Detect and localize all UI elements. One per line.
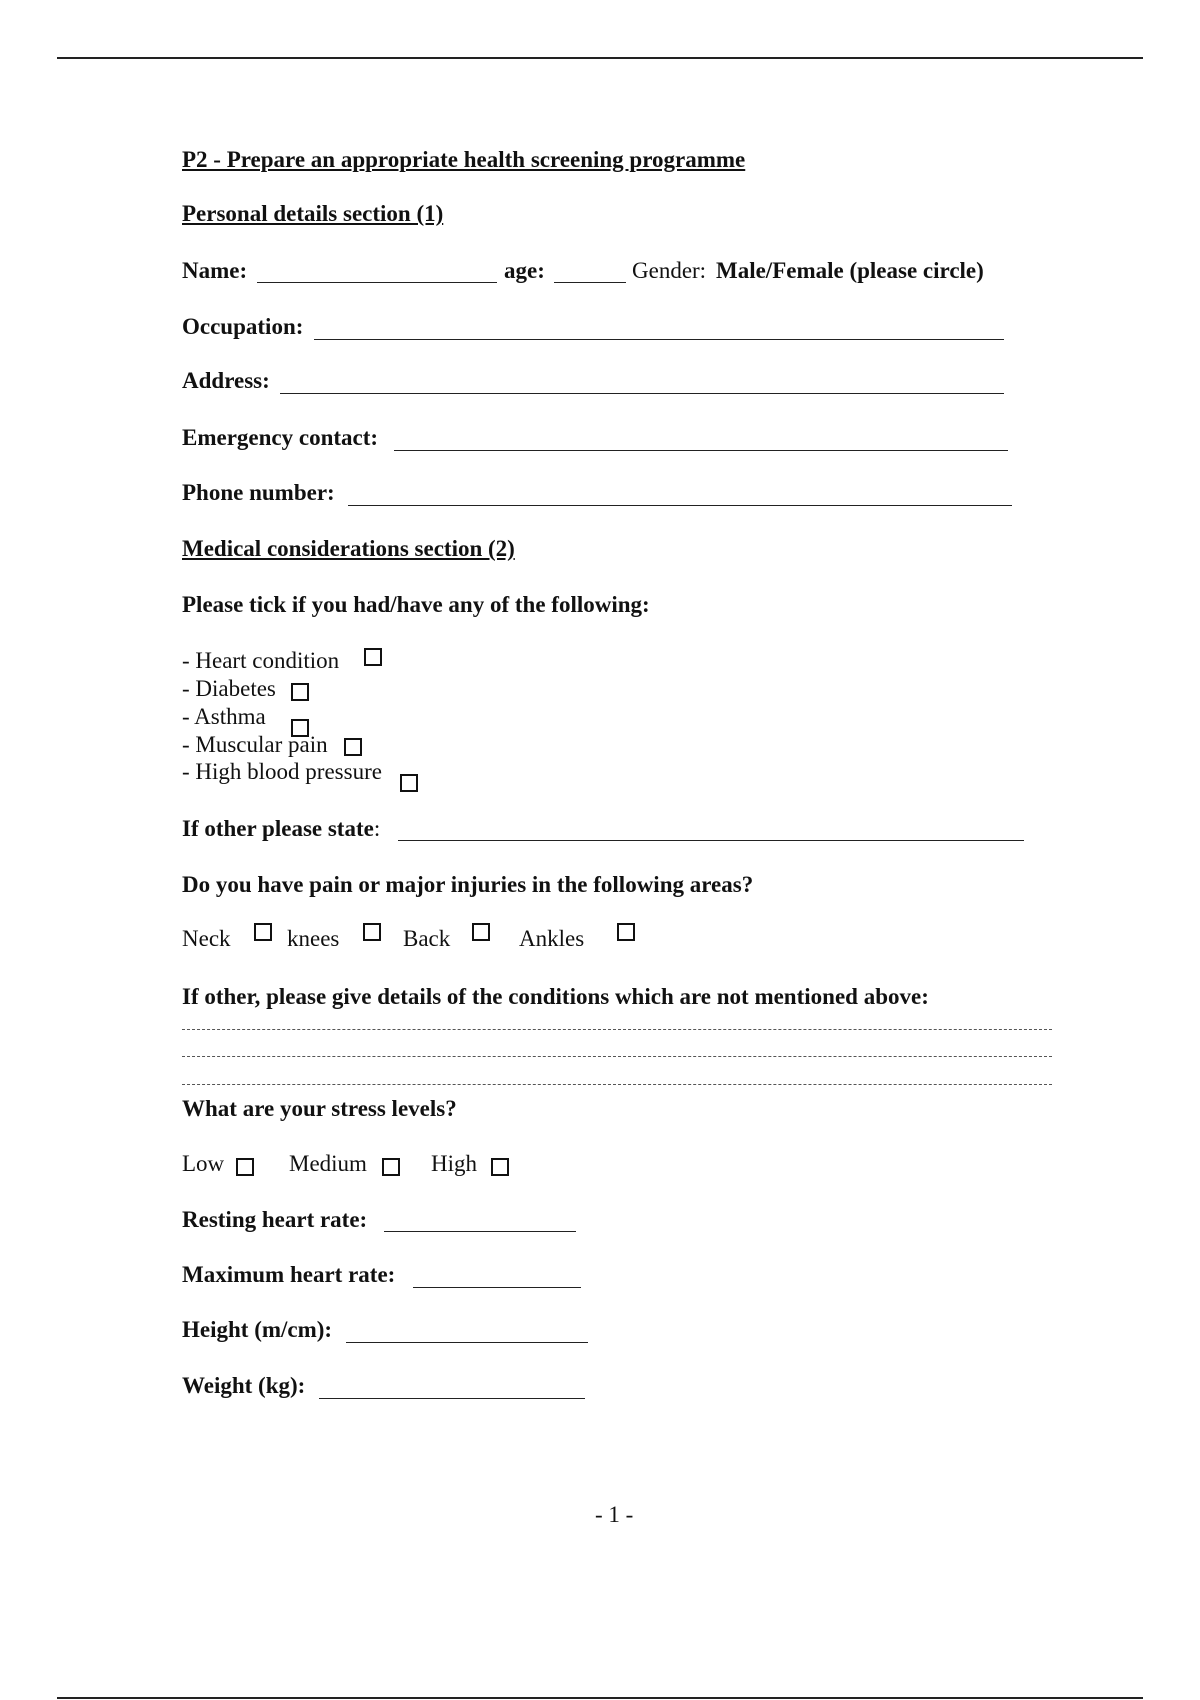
age-field[interactable] — [554, 282, 626, 283]
high-blood-pressure-checkbox[interactable] — [400, 774, 418, 792]
condition-asthma: - Asthma — [182, 704, 266, 729]
emergency-contact-field[interactable] — [394, 450, 1008, 451]
other-condition-label-text: If other please state — [182, 816, 374, 841]
stress-question: What are your stress levels? — [182, 1096, 457, 1121]
occupation-label: Occupation: — [182, 314, 304, 339]
area-neck-label: Neck — [182, 926, 231, 951]
knees-checkbox[interactable] — [363, 923, 381, 941]
resting-heart-rate-field[interactable] — [384, 1231, 576, 1232]
ankles-checkbox[interactable] — [617, 923, 635, 941]
page-title: P2 - Prepare an appropriate health screening programme — [182, 147, 746, 172]
bottom-rule — [57, 1697, 1143, 1699]
condition-diabetes: - Diabetes — [182, 676, 276, 701]
occupation-field[interactable] — [314, 339, 1004, 340]
area-back-label: Back — [403, 926, 451, 951]
other-condition-label — [182, 816, 380, 842]
other-condition-colon: : — [373, 816, 381, 841]
condition-high-blood-pressure: - High blood pressure — [182, 759, 382, 784]
medical-section-heading: Medical considerations section (2) — [182, 536, 515, 561]
other-condition-field[interactable] — [398, 840, 1024, 841]
weight-field[interactable] — [319, 1398, 585, 1399]
height-label: Height (m/cm): — [182, 1317, 333, 1342]
stress-high-checkbox[interactable] — [491, 1158, 509, 1176]
pain-question: Do you have pain or major injuries in the following areas? — [182, 872, 754, 897]
stress-high-label: High — [431, 1151, 477, 1176]
gender-label: Gender: — [632, 258, 707, 283]
name-label: Name: — [182, 258, 248, 283]
maximum-heart-rate-label: Maximum heart rate: — [182, 1262, 396, 1287]
heart-condition-checkbox[interactable] — [364, 648, 382, 666]
stress-medium-label: Medium — [289, 1151, 367, 1176]
stress-low-checkbox[interactable] — [236, 1158, 254, 1176]
stress-low-label: Low — [182, 1151, 225, 1176]
resting-heart-rate-label: Resting heart rate: — [182, 1207, 368, 1232]
name-field[interactable] — [257, 282, 497, 283]
phone-number-label: Phone number: — [182, 480, 335, 505]
muscular-pain-checkbox[interactable] — [344, 738, 362, 756]
other-details-prompt: If other, please give details of the conditions which are not mentioned above: — [182, 984, 929, 1009]
maximum-heart-rate-field[interactable] — [413, 1287, 581, 1288]
back-checkbox[interactable] — [472, 923, 490, 941]
stress-medium-checkbox[interactable] — [382, 1158, 400, 1176]
address-field[interactable] — [280, 393, 1004, 394]
height-field[interactable] — [346, 1342, 588, 1343]
top-rule — [57, 57, 1143, 59]
phone-number-field[interactable] — [348, 505, 1012, 506]
condition-heart: - Heart condition — [182, 648, 340, 673]
address-label: Address: — [182, 368, 270, 393]
age-label: age: — [504, 258, 545, 283]
area-knees-label: knees — [287, 926, 340, 951]
details-line-3[interactable] — [182, 1084, 1052, 1085]
gender-options[interactable]: Male/Female (please circle) — [716, 258, 984, 283]
page-number: - 1 - — [595, 1502, 634, 1527]
area-ankles-label: Ankles — [519, 926, 585, 951]
neck-checkbox[interactable] — [254, 923, 272, 941]
details-line-2[interactable] — [182, 1056, 1052, 1057]
diabetes-checkbox[interactable] — [291, 683, 309, 701]
personal-section-heading: Personal details section (1) — [182, 201, 444, 226]
weight-label: Weight (kg): — [182, 1373, 306, 1398]
details-line-1[interactable] — [182, 1029, 1052, 1030]
emergency-contact-label: Emergency contact: — [182, 425, 379, 450]
tick-prompt: Please tick if you had/have any of the following: — [182, 592, 650, 617]
condition-muscular-pain: - Muscular pain — [182, 732, 328, 757]
